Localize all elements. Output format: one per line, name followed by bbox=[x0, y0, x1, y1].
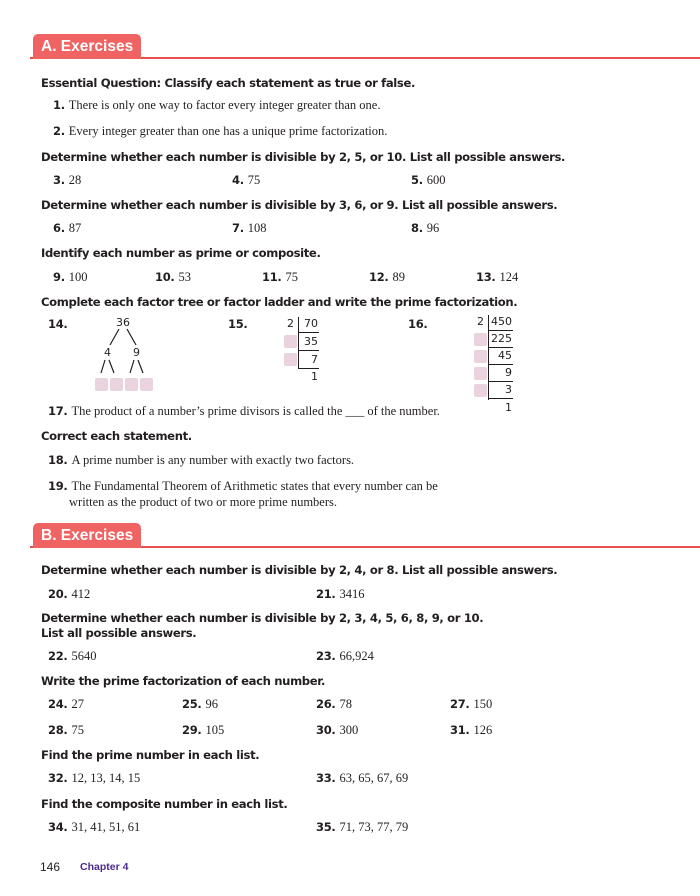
exercise-8: 8. 96 bbox=[411, 221, 440, 235]
exercise-32: 32. 12, 13, 14, 15 bbox=[48, 771, 141, 785]
exercise-28: 28. 75 bbox=[48, 723, 84, 737]
ladder-rule bbox=[488, 347, 513, 348]
tree-right: 9 bbox=[133, 346, 140, 359]
exercise-3: 3. 28 bbox=[53, 173, 82, 187]
instruction: Identify each number as prime or composite. bbox=[41, 246, 321, 260]
ladder-line bbox=[488, 315, 489, 400]
ladder-value: 3 bbox=[505, 383, 512, 396]
exercise-14-number: 14. bbox=[48, 317, 68, 331]
exercise-21: 21. 3416 bbox=[316, 587, 365, 601]
chapter-label: Chapter 4 bbox=[80, 861, 129, 873]
instruction: Find the composite number in each list. bbox=[41, 797, 288, 811]
exercise-22: 22. 5640 bbox=[48, 649, 97, 663]
answer-box[interactable] bbox=[474, 367, 487, 380]
exercise-13: 13. 124 bbox=[476, 270, 519, 284]
tree-branches bbox=[90, 326, 160, 381]
ladder-divisor: 2 bbox=[477, 315, 484, 328]
ladder-value: 35 bbox=[304, 335, 318, 348]
ladder-value: 450 bbox=[491, 315, 512, 328]
page-number: 146 bbox=[40, 860, 61, 874]
exercise-19: 19. The Fundamental Theorem of Arithmetic states that every number can be bbox=[48, 479, 438, 493]
ladder-value: 70 bbox=[304, 317, 318, 330]
instruction: Complete each factor tree or factor ladder and write the prime factorization. bbox=[41, 295, 518, 309]
exercise-30: 30. 300 bbox=[316, 723, 359, 737]
tree-root: 36 bbox=[116, 316, 130, 329]
answer-box[interactable] bbox=[95, 378, 108, 391]
exercise-10: 10. 53 bbox=[155, 270, 191, 284]
answer-box[interactable] bbox=[284, 335, 297, 348]
ladder-line bbox=[298, 317, 299, 369]
exercise-7: 7. 108 bbox=[232, 221, 267, 235]
answer-box[interactable] bbox=[140, 378, 153, 391]
tree-left: 4 bbox=[104, 346, 111, 359]
answer-box[interactable] bbox=[474, 333, 487, 346]
exercise-4: 4. 75 bbox=[232, 173, 261, 187]
ladder-rule bbox=[488, 381, 513, 382]
exercise-27: 27. 150 bbox=[450, 697, 493, 711]
section-b-title: B. Exercises bbox=[33, 523, 141, 548]
instruction: Find the prime number in each list. bbox=[41, 748, 260, 762]
answer-box[interactable] bbox=[474, 384, 487, 397]
answer-box[interactable] bbox=[110, 378, 123, 391]
instruction: Write the prime factorization of each number. bbox=[41, 674, 326, 688]
answer-box[interactable] bbox=[474, 350, 487, 363]
exercise-34: 34. 31, 41, 51, 61 bbox=[48, 820, 141, 834]
exercise-35: 35. 71, 73, 77, 79 bbox=[316, 820, 409, 834]
ladder-value: 1 bbox=[311, 370, 318, 383]
exercise-12: 12. 89 bbox=[369, 270, 405, 284]
ladder-rule bbox=[298, 350, 319, 351]
exercise-9: 9. 100 bbox=[53, 270, 88, 284]
exercise-6: 6. 87 bbox=[53, 221, 82, 235]
exercise-5: 5. 600 bbox=[411, 173, 446, 187]
exercise-19-continued: written as the product of two or more prime numbers. bbox=[69, 495, 337, 509]
ladder-rule bbox=[488, 398, 513, 399]
instruction: Determine whether each number is divisible by 2, 5, or 10. List all possible answers. bbox=[41, 150, 566, 164]
instruction: Determine whether each number is divisible by 3, 6, or 9. List all possible answers. bbox=[41, 198, 558, 212]
exercise-17: 17. The product of a number’s prime divisors is called the ___ of the number. bbox=[48, 404, 440, 418]
instruction-continued: List all possible answers. bbox=[41, 626, 197, 640]
exercise-23: 23. 66,924 bbox=[316, 649, 374, 663]
instruction: Determine whether each number is divisible by 2, 4, or 8. List all possible answers. bbox=[41, 563, 558, 577]
exercise-15-number: 15. bbox=[228, 317, 248, 331]
ladder-rule bbox=[488, 330, 513, 331]
ladder-value: 45 bbox=[498, 349, 512, 362]
exercise-2: 2. Every integer greater than one has a unique prime factorization. bbox=[53, 124, 388, 138]
exercise-25: 25. 96 bbox=[182, 697, 218, 711]
exercise-11: 11. 75 bbox=[262, 270, 298, 284]
exercise-26: 26. 78 bbox=[316, 697, 352, 711]
ladder-value: 9 bbox=[505, 366, 512, 379]
ladder-rule bbox=[298, 332, 319, 333]
instruction: Determine whether each number is divisible by 2, 3, 4, 5, 6, 8, 9, or 10. bbox=[41, 611, 484, 625]
answer-box[interactable] bbox=[125, 378, 138, 391]
exercise-29: 29. 105 bbox=[182, 723, 225, 737]
exercise-18: 18. A prime number is any number with exactly two factors. bbox=[48, 453, 355, 467]
exercise-31: 31. 126 bbox=[450, 723, 493, 737]
instruction: Correct each statement. bbox=[41, 429, 192, 443]
answer-box[interactable] bbox=[284, 353, 297, 366]
exercise-16-number: 16. bbox=[408, 317, 428, 331]
ladder-rule bbox=[298, 368, 319, 369]
exercise-33: 33. 63, 65, 67, 69 bbox=[316, 771, 409, 785]
ladder-divisor: 2 bbox=[287, 317, 294, 330]
ladder-value: 225 bbox=[491, 332, 512, 345]
ladder-value: 7 bbox=[311, 353, 318, 366]
instruction: Essential Question: Classify each statement as true or false. bbox=[41, 76, 416, 90]
ladder-rule bbox=[488, 364, 513, 365]
exercise-24: 24. 27 bbox=[48, 697, 84, 711]
exercise-1: 1. There is only one way to factor every integer greater than one. bbox=[53, 98, 381, 112]
section-a-title: A. Exercises bbox=[33, 34, 141, 59]
exercise-20: 20. 412 bbox=[48, 587, 91, 601]
ladder-value: 1 bbox=[505, 401, 512, 414]
